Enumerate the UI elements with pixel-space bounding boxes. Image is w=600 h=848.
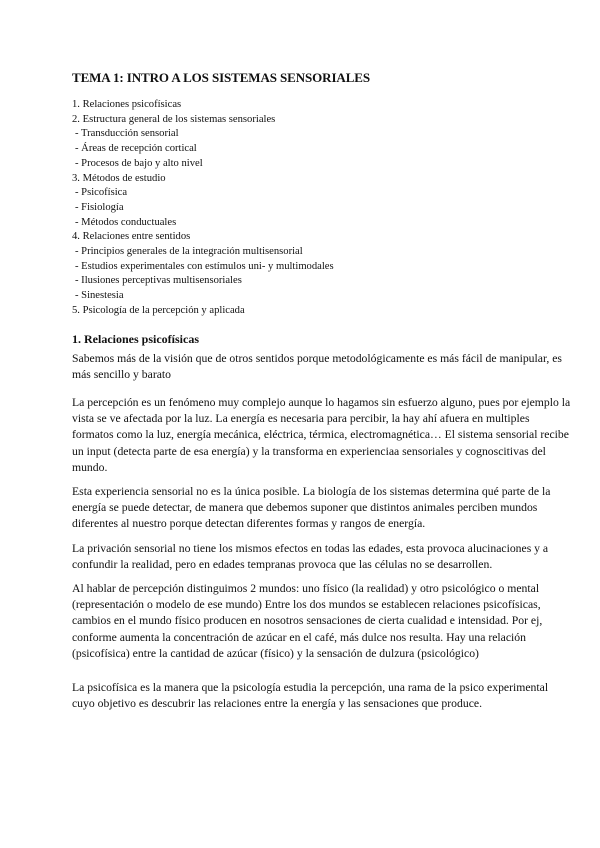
toc-subitem: - Sinestesia (75, 290, 124, 302)
body-paragraph: La psicofísica es la manera que la psicología estudia la percepción, una rama de la psico experimental cuyo objetivo es descubrir las relaciones entre la energía y las sensaciones que produce. (72, 681, 549, 711)
toc-subitem: - Principios generales de la integración multisensorial (75, 246, 303, 258)
body-paragraph: Sabemos más de la visión que de otros sentidos porque metodológicamente es más fácil de manipular, es más sencillo y barato (72, 351, 562, 381)
toc-subitem: - Fisiología (75, 201, 124, 213)
toc-item: 1. Relaciones psicofísicas (72, 99, 182, 110)
toc-subitem: - Áreas de recepción cortical (75, 143, 197, 155)
document-page (72, 70, 572, 720)
toc-item: 3. Métodos de estudio (72, 172, 166, 184)
toc-subitem: - Transducción sensorial (75, 128, 179, 140)
body-paragraph: Esta experiencia sensorial no es la única posible. La biología de los sistemas determina qué parte de la energía se puede detectar, de manera que debemos suponer que distintos animales perciben mundos diferentes al nuestro porque detectan diferentes formas y rangos de energía. (72, 484, 551, 531)
toc-item: 4. Relaciones entre sentidos (72, 231, 191, 243)
toc-subitem: - Psicofísica (75, 187, 128, 199)
body-paragraph: La percepción es un fenómeno muy complejo aunque lo hagamos sin esfuerzo alguno, pues por ejemplo la vista se ve afectada por la luz. La energía es necesaria para percibir, la hay ahí afuera en multiples formatos como la luz, energía mecánica, eléctrica, térmica, electromagnética… El sistema sensorial recibe un input (detecta parte de esa energía) y la transforma en experienciaa sensoriales y cognoscitivas del mundo. (72, 395, 571, 474)
document-title: TEMA 1: INTRO A LOS SISTEMAS SENSORIALES (72, 70, 370, 85)
table-of-contents (72, 98, 572, 319)
body-paragraph: Al hablar de percepción distinguimos 2 mundos: uno físico (la realidad) y otro psicológico o mental (representación o modelo de ese mundo) Entre los dos mundos se establecen relaciones psicofísicas, cambios en el mundo físico producen en nosotros sensaciones de cierta cualidad e intensidad. Por ej, conforme aumenta la concentración de azúcar en el café, más dulce nos resulta. Hay una relación (psicofísica) entre la cantidad de azúcar (físico) y la sensación de dulzura (psicológico) (72, 581, 543, 660)
toc-subitem: - Procesos de bajo y alto nivel (75, 157, 203, 169)
toc-subitem: - Estudios experimentales con estímulos uni- y multimodales (75, 260, 334, 272)
body-paragraph: La privación sensorial no tiene los mismos efectos en todas las edades, esta provoca alucinaciones y a confundir la realidad, pero en edades tempranas provoca que las células no se desarrollen. (72, 541, 549, 571)
section-heading: 1. Relaciones psicofísicas (72, 331, 199, 346)
toc-subitem: - Ilusiones perceptivas multisensoriales (75, 275, 242, 287)
toc-item: 5. Psicología de la percepción y aplicada (72, 304, 245, 316)
toc-subitem: - Métodos conductuales (75, 216, 177, 228)
toc-item: 2. Estructura general de los sistemas sensoriales (72, 113, 276, 125)
